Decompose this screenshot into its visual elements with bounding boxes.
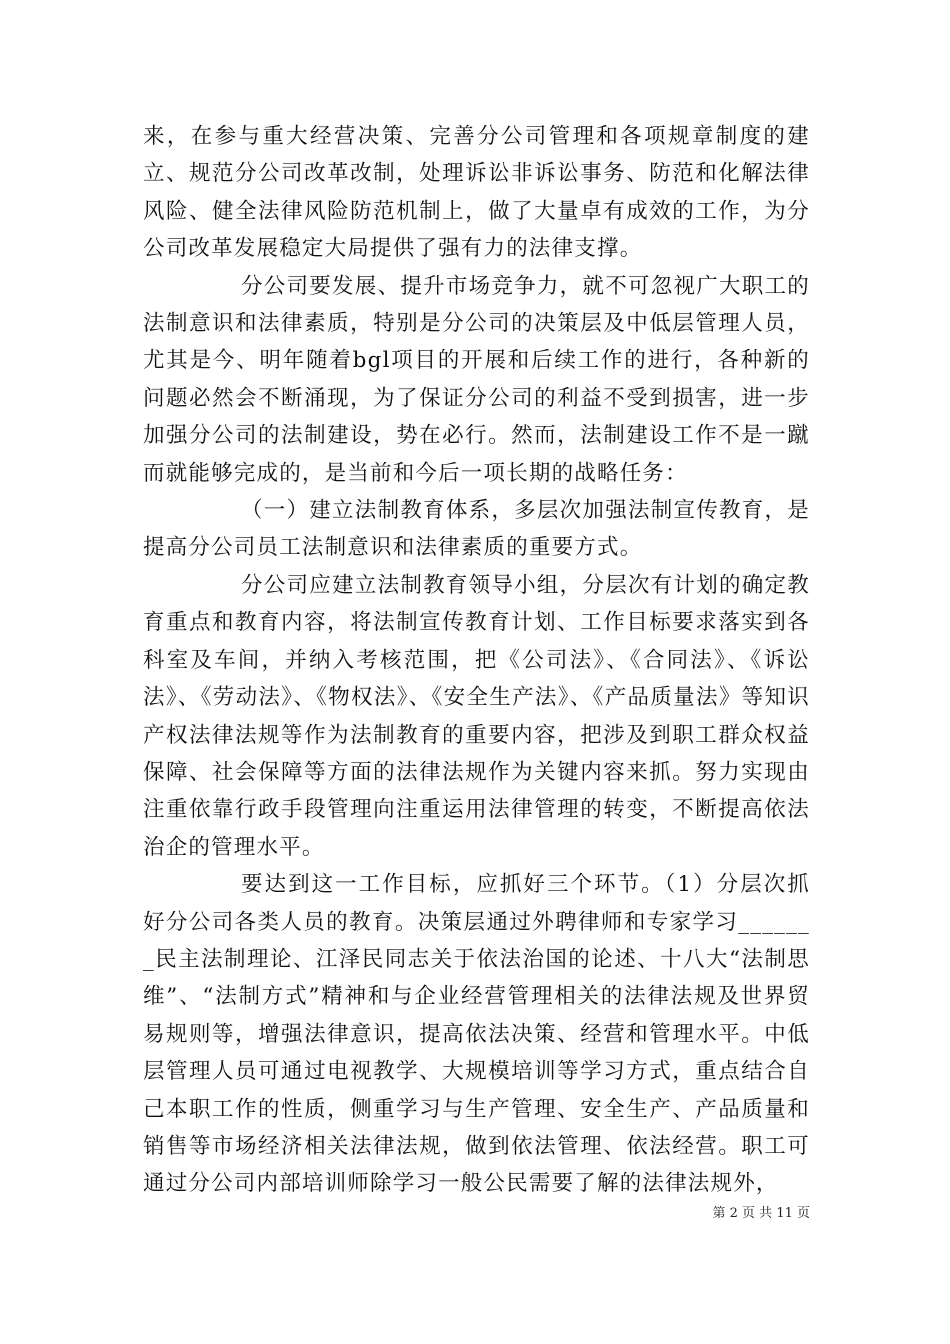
paragraph-development: 分公司要发展、提升市场竞争力，就不可忽视广大职工的法制意识和法律素质，特别是分公司的决策层及中低层管理人员，尤其是今、明年随着bgl项目的开展和后续工作的进行，各种新的问题必然会不断涌现，为了保证分公司的利益不受到损害，进一步加强分公司的法制建设，势在必行。然而，法制建设工作不是一蹴而就能够完成的，是当前和今后一项长期的战略任务： [143,273,810,486]
paragraph-section-heading: （一）建立法制教育体系，多层次加强法制宣传教育，是提高分公司员工法制意识和法律素质的重要方式。 [143,498,810,561]
paragraph-education-system: 分公司应建立法制教育领导小组，分层次有计划的确定教育重点和教育内容，将法制宣传教育计划、工作目标要求落实到各科室及车间，并纳入考核范围，把《公司法》、《合同法》、《诉讼法》、《劳动法》、《物权法》、《安全生产法》、《产品质量法》等知识产权法律法规等作为法制教育的重要内容，把涉及到职工群众权益保障、社会保障等方面的法律法规作为关键内容来抓。努力实现由注重依靠行政手段管理向注重运用法律管理的转变，不断提高依法治企的管理水平。 [143,572,810,860]
page-number: 第 2 页 共 11 页 [712,1206,810,1221]
paragraph-continuation: 来，在参与重大经营决策、完善分公司管理和各项规章制度的建立、规范分公司改革改制，处理诉讼非诉讼事务、防范和化解法律风险、健全法律风险防范机制上，做了大量卓有成效的工作，为分公司改革发展稳定大局提供了强有力的法律支撑。 [143,124,810,262]
document-body [143,118,810,1203]
paragraph-three-links: 要达到这一工作目标，应抓好三个环节。（1）分层次抓好分公司各类人员的教育。决策层通过外聘律师和专家学习_______民主法制理论、江泽民同志关于依法治国的论述、十八大“法制思维”、“法制方式”精神和与企业经营管理相关的法律法规及世界贸易规则等，增强法律意识，提高依法决策、经营和管理水平。中低层管理人员可通过电视教学、大规模培训等学习方式，重点结合自己本职工作的性质，侧重学习与生产管理、安全生产、产品质量和销售等市场经济相关法律法规，做到依法管理、依法经营。职工可通过分公司内部培训师除学习一般公民需要了解的法律法规外， [143,872,810,1197]
